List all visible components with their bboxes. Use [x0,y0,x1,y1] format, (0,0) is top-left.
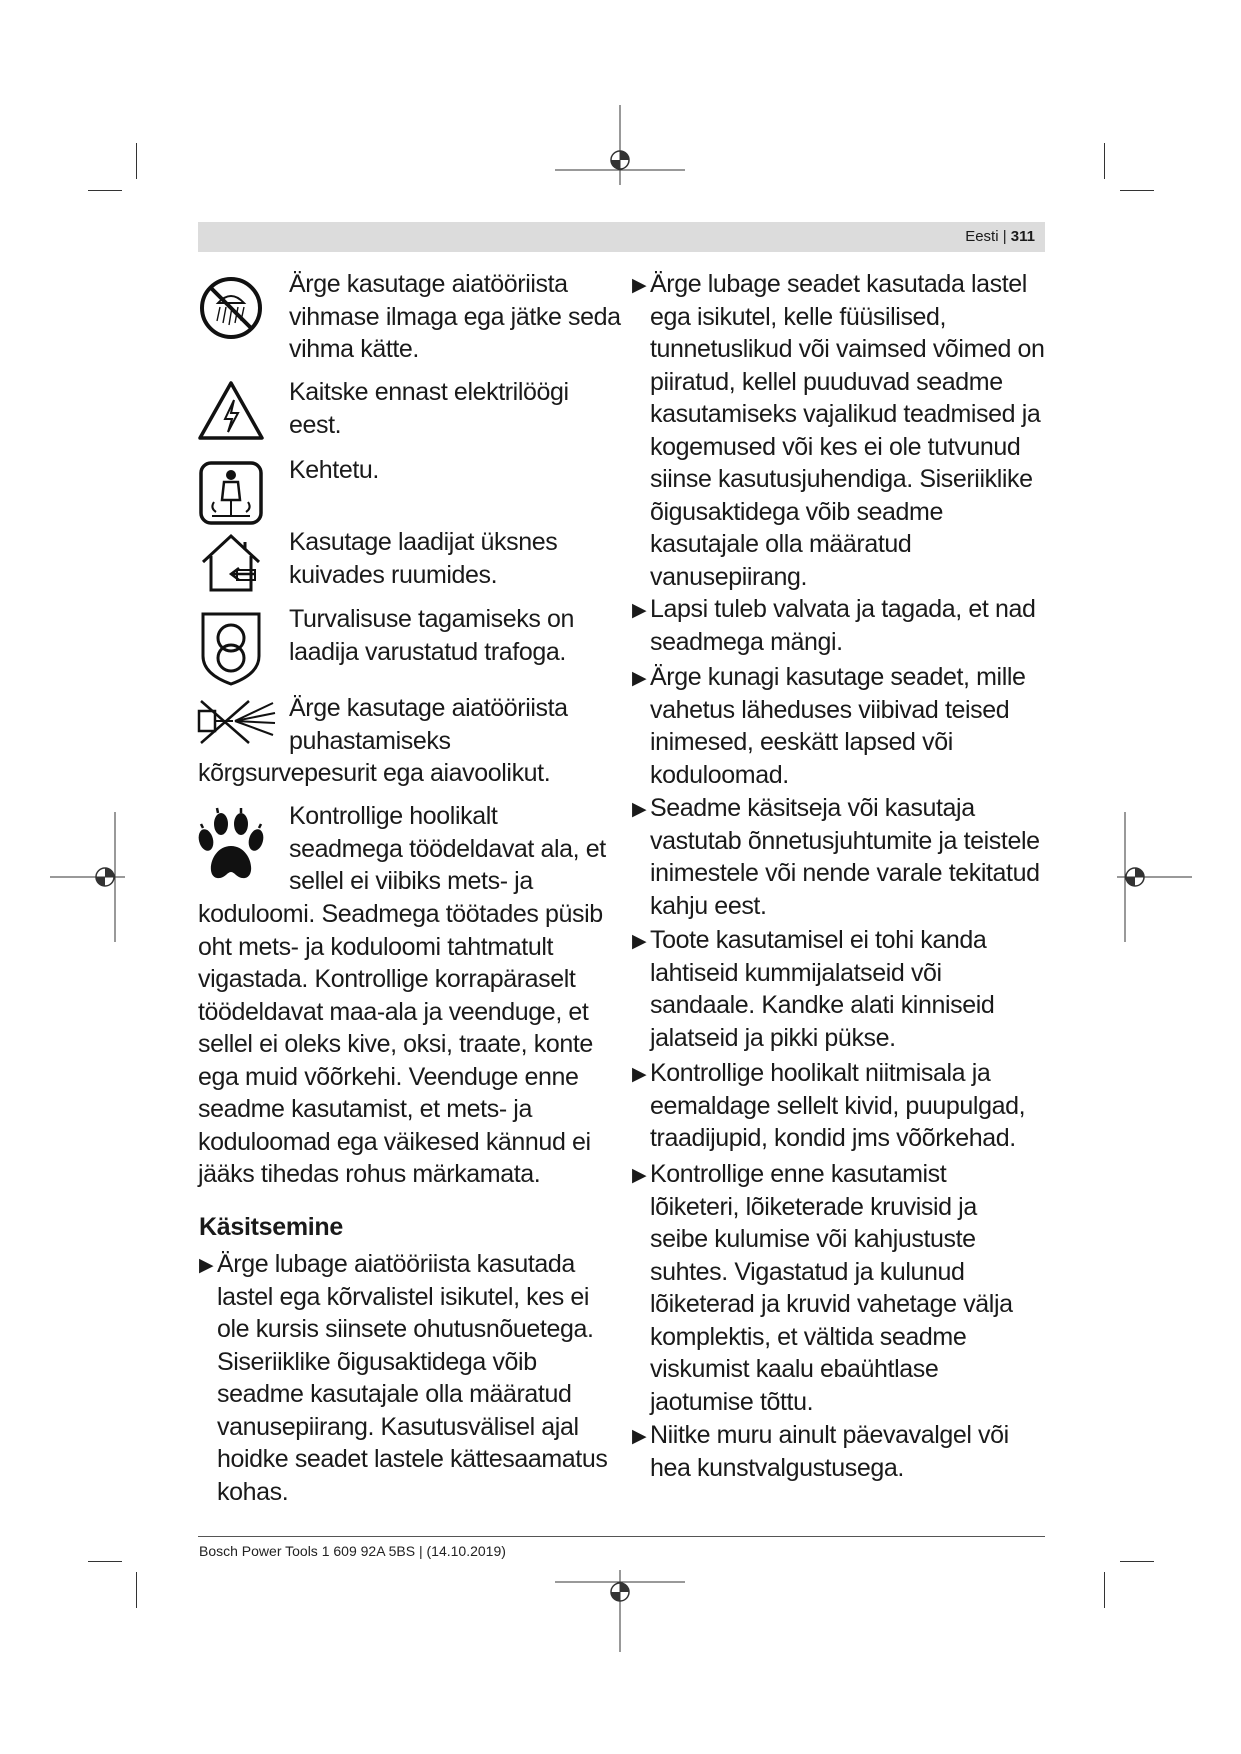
bullet-marker-icon: ▶ [632,275,647,296]
symbol-text-shock: Kaitske ennast elektrilöögi eest. [289,378,569,439]
section-heading: Käsitsemine [199,1213,343,1241]
crop-mark [88,190,122,191]
registration-mark-icon [555,105,685,195]
no-rain-icon [198,275,264,341]
left-bullet-text: Ärge lubage aiatööriista kasutada lastel ega kõrvalistel isikutel, kes ei ole kursis siinsete ohutusnõuetega. Siseriiklike õigusaktidega võib seadme kasutajale olla määratud vanusepiirang. Kasutusvälisel ajal hoidke seadet lastele kättesaamatus kohas. [217,1250,608,1506]
symbol-text-transformer: Turvalisuse tagamiseks on laadija varustatud trafoga. [289,605,575,666]
user-operating-icon [198,460,264,526]
symbol-text-indoor: Kasutage laadijat üksnes kuivades ruumides. [289,528,558,589]
no-pressure-washer-icon [197,697,277,745]
symbol-text-animals-cont: koduloomi. Seadmega töötades püsib oht mets- ja koduloomi tahtmatult vigastada. Kontrollige korrapäraselt töödeldavat maa-ala ja veenduge, et sellel ei oleks kive, oksi, traate, konte ega muid võõrkehi. Veenduge enne seadme kasutamist, et mets- ja koduloomad ega väikesed kännud ei jääks tihedas rohus märkamata. [198,900,603,1188]
crop-mark [136,1572,137,1608]
right-bullet-text: Toote kasutamisel ei tohi kanda lahtiseid kummijalatseid või sandaale. Kandke alati kinniseid jalatseid ja pikki pükse. [650,926,995,1052]
registration-mark-icon [555,1570,685,1660]
symbol-text-pressure-washer: Ärge kasutage aiatööriista puhastamiseks [289,694,568,755]
crop-mark [1104,143,1105,179]
registration-mark-icon [1112,812,1192,942]
bullet-marker-icon: ▶ [632,799,647,820]
registration-mark-icon [50,812,130,942]
crop-mark [1104,1572,1105,1608]
crop-mark [136,143,137,179]
right-bullet-text: Kontrollige enne kasutamist lõiketeri, lõiketerade kruvisid ja seibe kulumise või kahjustuste suhtes. Vigastatud ja kulunud lõiketerad ja kruvid vahetage välja komplektis, et vältida seadme viskumist kaalu ebaühtlase jaotumise tõttu. [650,1160,1013,1416]
symbol-text-operating: Kehtetu. [289,456,379,484]
bullet-marker-icon: ▶ [632,668,647,689]
electric-shock-warning-icon [197,380,265,442]
bullet-marker-icon: ▶ [632,1064,647,1085]
page-number: 311 [1010,228,1035,245]
crop-mark [88,1561,122,1562]
footer-text: Bosch Power Tools 1 609 92A 5BS | (14.10.2019) [199,1543,506,1559]
bullet-marker-icon: ▶ [199,1255,214,1276]
right-bullet-text: Ärge kunagi kasutage seadet, mille vahetus läheduses viibivad teised inimesed, eeskätt lapsed või koduloomad. [650,663,1026,789]
symbol-text-rain: Ärge kasutage aiatööriista vihmase ilmaga ega jätke seda vihma kätte. [289,270,621,363]
indoor-charging-icon [197,530,265,594]
bullet-marker-icon: ▶ [632,1165,647,1186]
bullet-marker-icon: ▶ [632,931,647,952]
header-separator: | [998,228,1011,245]
page-header [198,222,1045,252]
right-bullet-text: Niitke muru ainult päevavalgel või hea kunstvalgustusega. [650,1421,1009,1482]
right-bullet-text: Seadme käsitseja või kasutaja vastutab õnnetusjuhtumite ja teistele inimestele või nende varale tekitatud kahju eest. [650,794,1040,920]
crop-mark [1120,1561,1154,1562]
bullet-marker-icon: ▶ [632,600,647,621]
header-language: Eesti [965,228,999,245]
footer-divider [198,1536,1045,1537]
animal-paw-icon [197,806,265,882]
safety-transformer-icon [197,608,265,688]
crop-mark [1120,190,1154,191]
bullet-marker-icon: ▶ [632,1426,647,1447]
symbol-text-pressure-washer-cont: kõrgsurvepesurit ega aiavoolikut. [198,759,551,787]
right-bullet-text: Ärge lubage seadet kasutada lastel ega isikutel, kelle füüsilised, tunnetuslikud või vaimsed võimed on piiratud, kellel puuduvad seadme kasutamiseks vajalikud teadmised ja kogemused või kes ei ole tutvunud siinse kasutusjuhendiga. Siseriiklike õigusaktidega võib seadme kasutajale olla määratud vanusepiirang. [650,270,1045,591]
right-bullet-text: Kontrollige hoolikalt niitmisala ja eemaldage sellelt kivid, puupulgad, traadijupid, kondid jms võõrkehad. [650,1059,1026,1152]
symbol-text-animals: Kontrollige hoolikalt seadmega töödeldavat ala, et sellel ei viibiks mets- ja [289,802,606,895]
right-bullet-text: Lapsi tuleb valvata ja tagada, et nad seadmega mängi. [650,595,1036,656]
